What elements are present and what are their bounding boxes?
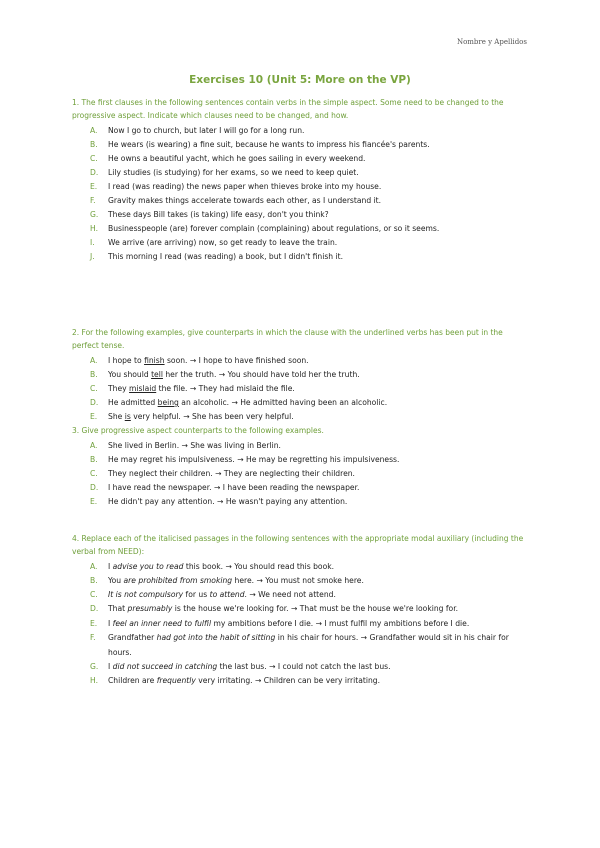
page-title: Exercises 10 (Unit 5: More on the VP) <box>189 74 411 86</box>
list-item: B. You should tell her the truth. → You should have told her the truth. <box>90 370 360 379</box>
list-item: A. Now I go to church, but later I will go for a long run. <box>90 126 305 135</box>
list-item: C. He owns a beautiful yacht, which he goes sailing in every weekend. <box>90 154 366 163</box>
section-instruction: 1. The first clauses in the following sentences contain verbs in the simple aspect. Some need to be changed to the progressive aspect. Indicate which clauses need to be changed, and how. <box>72 98 504 120</box>
exercise-list <box>72 560 528 688</box>
list-item: E. He didn't pay any attention. → He wasn't paying any attention. <box>90 497 348 506</box>
list-item: J. This morning I read (was reading) a book, but I didn't finish it. <box>90 252 344 261</box>
list-item: D. Lily studies (is studying) for her exams, so we need to keep quiet. <box>90 168 359 177</box>
list-item: G. These days Bill takes (is taking) life easy, don't you think? <box>90 210 329 219</box>
exercise-section-3 <box>72 424 528 509</box>
list-item: E. I read (was reading) the news paper when thieves broke into my house. <box>90 182 382 191</box>
list-item: B. He wears (is wearing) a fine suit, because he wants to impress his fiancée's parents. <box>90 140 430 149</box>
exercise-section-2 <box>72 326 528 424</box>
list-item: C. They neglect their children. → They are neglecting their children. <box>90 469 355 478</box>
list-item: H. Children are frequently very irritating. → Children can be very irritating. <box>90 676 381 685</box>
section-instruction: 3. Give progressive aspect counterparts to the following examples. <box>72 426 324 435</box>
list-item: A. She lived in Berlin. → She was living in Berlin. <box>90 441 281 450</box>
list-item: B. You are prohibited from smoking here. → You must not smoke here. <box>90 576 364 585</box>
list-item: F. Gravity makes things accelerate towards each other, as I understand it. <box>90 196 382 205</box>
list-item: D. He admitted being an alcoholic. → He admitted having been an alcoholic. <box>90 398 388 407</box>
list-item: C. It is not compulsory for us to attend. → We need not attend. <box>90 590 336 599</box>
list-item: H. Businesspeople (are) forever complain (complaining) about regulations, or so it seems. <box>90 224 440 233</box>
list-item: F. Grandfather had got into the habit of sitting in his chair for hours. → Grandfather would sit in his chair for hours. <box>90 633 509 657</box>
list-item: E. She is very helpful. → She has been very helpful. <box>90 412 294 421</box>
list-item: A. I hope to finish soon. → I hope to have finished soon. <box>90 356 309 365</box>
student-name-header: Nombre y Apellidos <box>456 38 527 46</box>
list-item: I. We arrive (are arriving) now, so get ready to leave the train. <box>90 238 338 247</box>
list-item: E. I feel an inner need to fulfil my ambitions before I die. → I must fulfil my ambitions before I die. <box>90 618 470 628</box>
list-item: D. I have read the newspaper. → I have been reading the newspaper. <box>90 483 360 492</box>
exercise-list <box>72 124 528 264</box>
exercise-list <box>72 354 528 424</box>
list-item: G. I did not succeed in catching the last bus. → I could not catch the last bus. <box>90 662 391 671</box>
list-item: B. He may regret his impulsiveness. → He may be regretting his impulsiveness. <box>90 455 400 464</box>
exercise-list <box>72 439 528 509</box>
section-instruction: 4. Replace each of the italicised passages in the following sentences with the appropriate modal auxiliary (including the verbal from NEED): <box>72 534 524 556</box>
list-item: D. That presumably is the house we're looking for. → That must be the house we're looking for. <box>90 604 459 613</box>
exercise-section-1 <box>72 96 528 264</box>
exercise-section-4 <box>72 532 528 688</box>
list-item: A. I advise you to read this book. → You should read this book. <box>90 562 335 571</box>
list-item: C. They mislaid the file. → They had mislaid the file. <box>90 384 295 393</box>
section-instruction: 2. For the following examples, give counterparts in which the clause with the underlined verbs has been put in the perfect tense. <box>72 328 503 350</box>
